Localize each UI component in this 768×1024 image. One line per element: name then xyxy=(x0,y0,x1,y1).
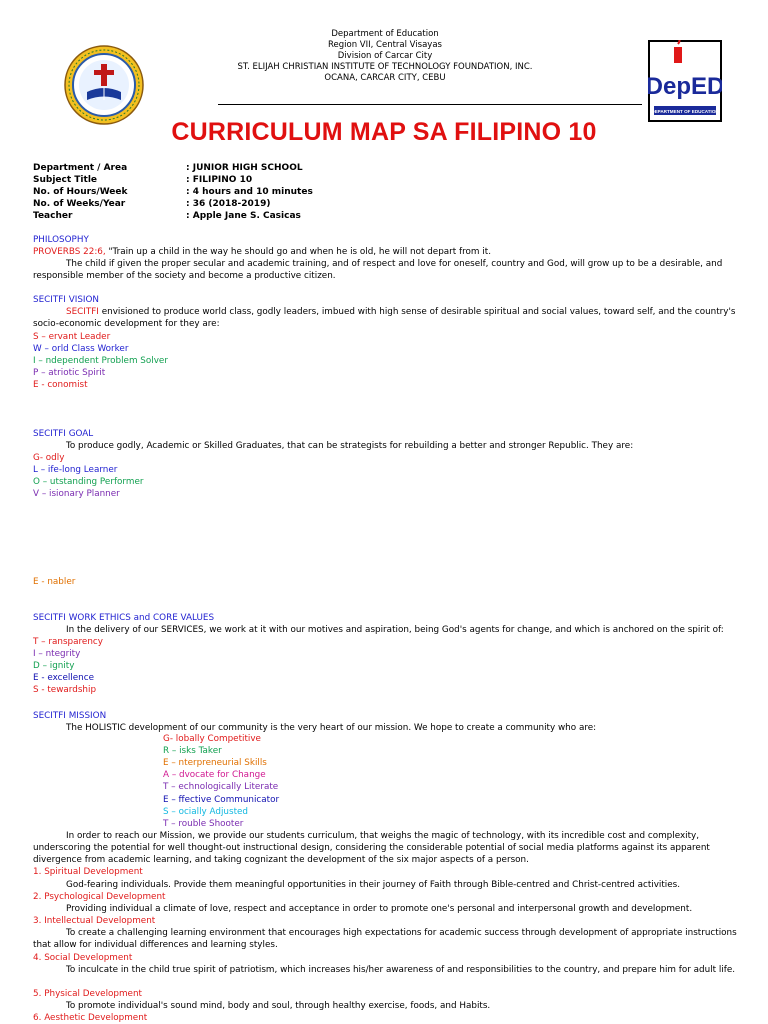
philosophy-paragraph: The child if given the proper secular and academic training, and of respect and love for oneself, country and God, will grow up to be a desirable, and responsible member of the society and become a productive citizen. xyxy=(33,259,723,281)
vision-paragraph: SECITFI envisioned to produce world class, godly leaders, imbued with high sense of desirable spiritual and social values, toward self, and the country's socio-economic development for they are: xyxy=(33,307,736,329)
mission-paragraph: The HOLISTIC development of our community is the very heart of our mission. We hope to create a community who are: xyxy=(66,723,597,733)
header-line-2: Region VII, Central Visayas xyxy=(328,40,442,50)
mission-item-g: G- lobally Competitive xyxy=(163,734,261,744)
header-line-3: Division of Carcar City xyxy=(337,51,433,61)
ethics-item-t: T – ransparency xyxy=(33,637,103,647)
vision-item-p: P – atriotic Spirit xyxy=(33,368,106,378)
ethics-paragraph: In the delivery of our SERVICES, we work at it with our motives and aspiration, being God's agents for change, and which is anchored on the spirit of: xyxy=(66,625,724,635)
goal-paragraph: To produce godly, Academic or Skilled Graduates, that can be strategists for rebuilding a better and stronger Republic. They are: xyxy=(66,441,634,451)
mission-item-t1: T – echnologically Literate xyxy=(163,782,279,792)
philosophy-heading: PHILOSOPHY xyxy=(33,235,89,245)
goal-item-g: G- odly xyxy=(33,453,65,463)
goal-item-l: L – ife-long Learner xyxy=(33,465,118,475)
mission-item-t2: T – rouble Shooter xyxy=(163,819,244,829)
ethics-item-i: I – ntegrity xyxy=(33,649,81,659)
philosophy-verse: PROVERBS 22:6, "Train up a child in the way he should go and when he is old, he will not depart from it. xyxy=(33,247,491,257)
ethics-item-e: E - excellence xyxy=(33,673,95,683)
mission-item-a: A – dvocate for Change xyxy=(163,770,266,780)
deped-logo xyxy=(648,40,722,122)
deped-logo-text: DepED xyxy=(648,73,722,100)
vision-item-s: S – ervant Leader xyxy=(33,332,111,342)
aspect-2-text: Providing individual a climate of love, respect and acceptance in order to promote one's personal and interpersonal growth and development. xyxy=(66,904,693,914)
aspect-2-title: 2. Psychological Development xyxy=(33,892,166,902)
mission-item-e1: E – nterpreneurial Skills xyxy=(163,758,267,768)
mission-item-e2: E – ffective Communicator xyxy=(163,795,280,805)
svg-text:DepED xyxy=(648,73,722,100)
aspect-4-title: 4. Social Development xyxy=(33,953,133,963)
meta-row-weeks: No. of Weeks/Year : 36 (2018-2019) xyxy=(33,199,271,209)
goal-item-o: O – utstanding Performer xyxy=(33,477,144,487)
header-rule xyxy=(218,104,642,105)
page-title: CURRICULUM MAP SA FILIPINO 10 xyxy=(171,118,597,146)
aspect-1-title: 1. Spiritual Development xyxy=(33,867,143,877)
vision-item-i: I – ndependent Problem Solver xyxy=(33,356,168,366)
header-line-4: ST. ELIJAH CHRISTIAN INSTITUTE OF TECHNOLOGY FOUNDATION, INC. xyxy=(237,62,533,72)
ethics-item-s: S - tewardship xyxy=(33,685,97,695)
aspect-3-title: 3. Intellectual Development xyxy=(33,916,156,926)
vision-item-w: W – orld Class Worker xyxy=(33,344,129,354)
vision-heading: SECITFI VISION xyxy=(33,295,99,305)
meta-row-department: Department / Area : JUNIOR HIGH SCHOOL xyxy=(33,163,303,173)
aspect-5-text: To promote individual's sound mind, body and soul, through healthy exercise, foods, and Habits. xyxy=(66,1001,491,1011)
ethics-heading: SECITFI WORK ETHICS and CORE VALUES xyxy=(33,613,215,623)
deped-logo-subtext: DEPARTMENT OF EDUCATION xyxy=(651,109,719,114)
aspect-5-title: 5. Physical Development xyxy=(33,989,142,999)
aspect-1-text: God-fearing individuals. Provide them meaningful opportunities in their journey of Faith through Bible-centred and Christ-centred activities. xyxy=(66,880,681,890)
header-line-5: OCANA, CARCAR CITY, CEBU xyxy=(324,73,446,83)
school-seal-logo xyxy=(63,44,145,126)
meta-row-subject: Subject Title : FILIPINO 10 xyxy=(33,175,253,185)
meta-row-teacher: Teacher : Apple Jane S. Casicas xyxy=(33,211,301,221)
mission-paragraph-2: In order to reach our Mission, we provide our students curriculum, that weighs the magic of technology, with its incredible cost and complexity, underscoring the potential for well thought-out instructional design, considering the considerable potential of social media platforms against its apparent divergence from academic learning, and taking cognizant the development of the six major aspects of a person. xyxy=(33,831,710,865)
aspect-3-text: To create a challenging learning environment that encourages high expectations for academic success through development of appropriate instructions that allow for individual differences and learning styles. xyxy=(33,928,737,950)
vision-item-e: E - conomist xyxy=(33,380,88,390)
mission-item-r: R – isks Taker xyxy=(163,746,222,756)
goal-item-e: E - nabler xyxy=(33,577,76,587)
ethics-item-d: D – ignity xyxy=(33,661,75,671)
mission-item-s: S – ocially Adjusted xyxy=(163,807,249,817)
header-line-1: Department of Education xyxy=(331,29,439,39)
aspect-6-title: 6. Aesthetic Development xyxy=(33,1013,148,1023)
goal-heading: SECITFI GOAL xyxy=(33,429,94,439)
aspect-4-text: To inculcate in the child true spirit of patriotism, which increases his/her awareness of and responsibilities to the country, and prepare him for adult life. xyxy=(66,965,736,975)
meta-row-hours: No. of Hours/Week : 4 hours and 10 minutes xyxy=(33,187,313,197)
goal-item-v: V – isionary Planner xyxy=(33,489,120,499)
mission-heading: SECITFI MISSION xyxy=(33,711,107,721)
